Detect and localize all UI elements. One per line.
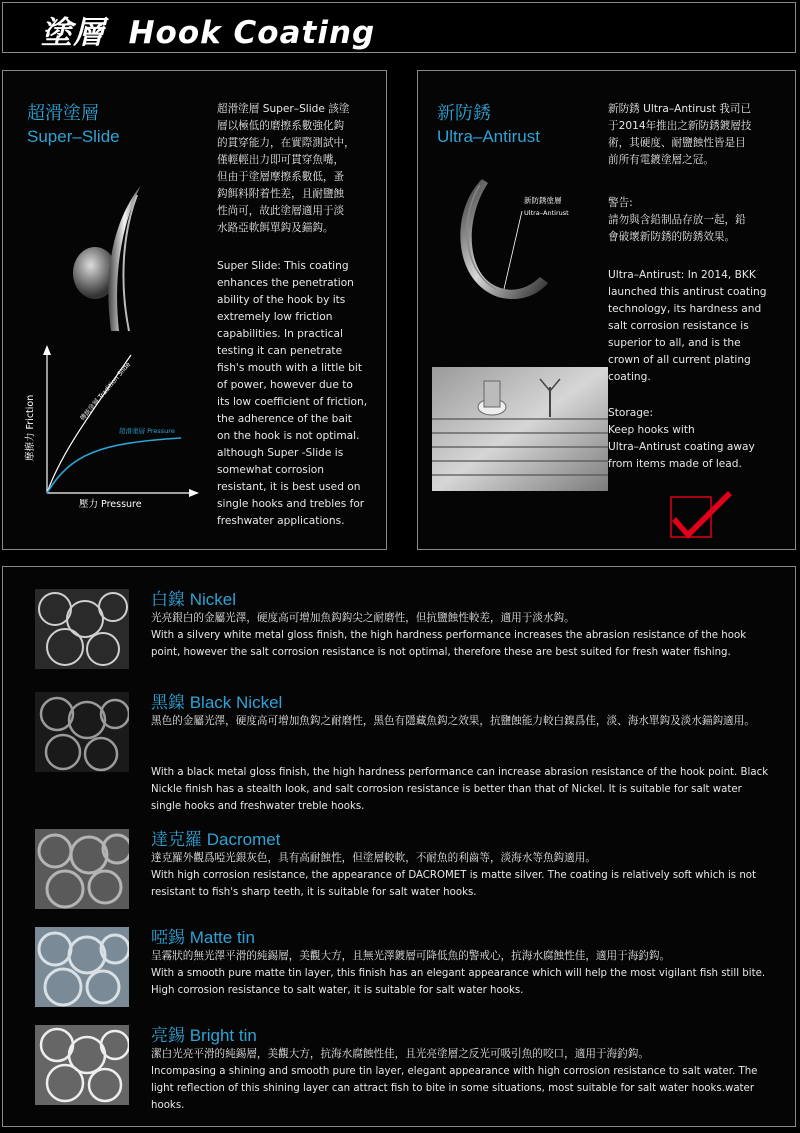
matte-tin-desc-en: With a smooth pure matte tin layer, this finish has an elegant appearance which will help the most vigilant fish still bite. High corrosion resistance to salt water, it is suitable for salt water hooks. [151,968,766,996]
bright-tin-name: 亮錫 Bright tin [151,1026,257,1045]
black-nickel-desc-en: With a black metal gloss finish, the high hardness performance can increase abrasion resistance of the hook point. Black Nickle finish has a stealth look, and salt corrosion resistance is better than that of Nickel. It is suitable for salt water single hooks and freshwater treble hooks. [151,767,769,812]
dacromet-name: 達克羅 Dacromet [151,830,281,849]
storage-en-line: from items made of lead. [608,458,742,470]
dacromet-desc-zh: 達克羅外觀爲啞光銀灰色，具有高耐蝕性，但塗層較軟，不耐魚的利齒等，淡海水等魚鈎適用。 [151,852,596,864]
coating-dacromet [35,829,791,929]
coating-bright-tin [35,1025,791,1125]
super-slide-en-line: somewhat corrosion [217,464,324,476]
ultra-antirust-en-line: salt corrosion resistance is [608,320,749,332]
coatings-panel [2,566,796,1127]
matte-tin-thumbnail [35,927,129,1007]
salt-spray-test-photo [432,367,608,491]
dacromet-desc-en: With high corrosion resistance, the appearance of DACROMET is matte silver. The coating is relatively soft which is not resistant to fish's sharp teeth, it is suitable for salt water hooks. [151,870,757,898]
coating-black-nickel [35,692,791,812]
super-slide-hook-image [63,181,153,341]
black-nickel-name: 黑鎳 Black Nickel [151,693,283,712]
ultra-antirust-hook-image [440,171,600,321]
coating-nickel [35,589,791,689]
matte-tin-name: 啞錫 Matte tin [151,928,255,947]
super-slide-en-line: on the hook is not optimal. [217,430,360,442]
ultra-antirust-en-line: launched this antirust coating [608,286,767,298]
super-slide-desc-zh [217,101,382,237]
graph-traditional-label: 傳統塗層 Tradition Slide [78,360,133,423]
dacromet-thumbnail [35,829,129,909]
ultra-antirust-en-line: Ultra–Antirust: In 2014, BKK [608,269,756,281]
super-slide-en-line: Super Slide: This coating [217,260,349,272]
friction-graph [21,343,201,513]
ultra-antirust-panel [417,70,796,550]
ultra-antirust-desc-zh [608,101,793,169]
super-slide-desc-en [217,258,382,530]
super-slide-zh-line: 層以極低的磨擦系數強化鈎 [217,120,345,132]
super-slide-en-line: the adherence of the bait [217,413,352,425]
nickel-name: 白鎳 Nickel [151,590,237,609]
super-slide-zh-line: 但由于塗層摩擦系數低，蚤 [217,171,345,183]
graph-x-label: 壓力 Pressure [79,499,142,510]
ultra-antirust-zh-line: 于2014年推出之新防銹鍍層技 [608,120,752,132]
graph-super-label: 超滑塗層 Pressure [119,427,175,435]
ultra-antirust-en-line: coating. [608,371,651,383]
super-slide-panel [2,70,387,550]
super-slide-en-line: extremely low friction [217,311,333,323]
ultra-antirust-heading-en: Ultra–Antirust [437,127,540,146]
ultra-antirust-desc-en [608,267,793,386]
warning-zh-line: 會破壞新防銹的防銹效果。 [608,231,736,243]
nickel-thumbnail [35,589,129,669]
super-slide-en-line: of power, however due to [217,379,353,391]
super-slide-zh-line: 的貫穿能力，在實際測試中， [217,137,355,149]
super-slide-en-line: enhances the penetration [217,277,354,289]
nickel-desc-en: With a silvery white metal gloss finish, the high hardness performance increases the abrasion resistance of the hook point, however the salt corrosion resistance is not optimal, therefore these are best suited for fresh water fishing. [151,630,747,658]
title-banner [2,2,796,53]
bright-tin-desc-en: Incompasing a shining and smooth pure tin layer, elegant appearance with high corrosion resistance to salt water. The light reflection of this shining layer can attract fish to bite in some situations, most suitable for salt water hooks.water hooks. [151,1066,758,1111]
graph-y-label: 摩擦力 Friction [25,394,36,461]
ultra-antirust-heading-zh: 新防銹 [437,103,491,124]
black-nickel-desc-zh: 黑色的金屬光澤，硬度高可增加魚鈎之耐磨性，黑色有隱藏魚鈎之效果，抗鹽蝕能力較白鎳爲佳，淡、海水單鈎及淡水錨鈎適用。 [151,715,755,727]
warning-zh-line: 警告: [608,197,633,209]
super-slide-zh-line: 性尚可，故此塗層適用于淡 [217,205,345,217]
ultra-antirust-zh-line: 新防銹 Ultra–Antirust 我司已 [608,103,752,115]
ultra-antirust-storage-en [608,405,793,473]
storage-en-line: Storage: [608,407,654,419]
matte-tin-desc-zh: 呈霧狀的無光澤平滑的純錫層，美觀大方，且無光澤鍍層可降低魚的警戒心，抗海水腐蝕性佳，適用于海釣鈎。 [151,950,671,962]
ultra-antirust-en-line: superior to all, and is the [608,337,741,349]
super-slide-zh-line: 僅輕輕出力即可貫穿魚嘴， [217,154,345,166]
super-slide-en-line: its low coefficient of friction, [217,396,368,408]
super-slide-zh-line: 水路亞軟餌單鈎及錨鈎。 [217,222,334,234]
ultra-antirust-en-line: technology, its hardness and [608,303,762,315]
bright-tin-thumbnail [35,1025,129,1105]
super-slide-en-line: although Super -Slide is [217,447,344,459]
hook-label-en: Ultra–Antirust [524,209,569,217]
check-icon [670,487,734,541]
black-nickel-thumbnail [35,692,129,772]
super-slide-en-line: ability of the hook by its [217,294,346,306]
title-zh: 塗層 [41,15,105,51]
super-slide-heading-zh: 超滑塗層 [27,103,99,124]
storage-en-line: Ultra–Antirust coating away [608,441,755,453]
ultra-antirust-zh-line: 術，其硬度、耐鹽蝕性皆是目 [608,137,746,149]
ultra-antirust-en-line: crown of all current plating [608,354,751,366]
title-en: Hook Coating [128,15,376,51]
super-slide-en-line: testing it can penetrate [217,345,343,357]
coating-matte-tin [35,927,791,1027]
warning-zh-line: 請勿與含鉛制品存放一起，鉛 [608,214,746,226]
bright-tin-desc-zh: 潔白光亮平滑的純錫層，美觀大方，抗海水腐蝕性佳，且光亮塗層之反光可吸引魚的咬口，適用于海釣鈎。 [151,1048,649,1060]
super-slide-heading-en: Super–Slide [27,127,120,146]
super-slide-en-line: fish's mouth with a little bit [217,362,363,374]
super-slide-en-line: resistant, it is best used on [217,481,361,493]
ultra-antirust-zh-line: 前所有電鍍塗層之冠。 [608,154,714,166]
nickel-desc-zh: 光亮銀白的金屬光澤，硬度高可增加魚鈎鈎尖之耐磨性，但抗鹽蝕性較差，適用于淡水鈎。 [151,612,575,624]
page-title [41,7,375,52]
super-slide-en-line: single hooks and trebles for [217,498,365,510]
super-slide-en-line: capabilities. In practical [217,328,343,340]
super-slide-en-line: freshwater applications. [217,515,345,527]
super-slide-zh-line: 超滑塗層 Super–Slide 該塗 [217,103,350,115]
hook-label-zh: 新防銹塗層 [524,196,562,205]
super-slide-zh-line: 鈎餌料附着性差，且耐鹽蝕 [217,188,345,200]
ultra-antirust-warning-zh [608,195,793,246]
storage-en-line: Keep hooks with [608,424,695,436]
